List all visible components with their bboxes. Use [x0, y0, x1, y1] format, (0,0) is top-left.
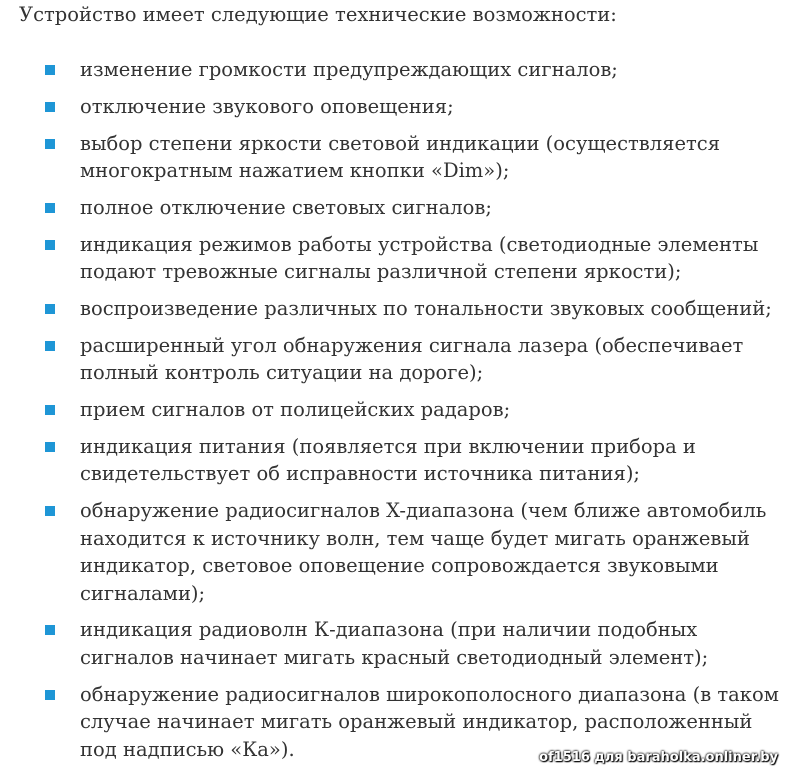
square-bullet-icon [45, 304, 55, 314]
list-item-text: изменение громкости предупреждающих сигналов; [80, 58, 618, 81]
list-item-text: выбор степени яркости световой индикации (осуществляется многократным нажатием кнопки «Dim»); [80, 131, 721, 183]
list-item [19, 130, 789, 185]
square-bullet-icon [45, 506, 55, 516]
square-bullet-icon [45, 240, 55, 250]
list-item-text: прием сигналов от полицейских радаров; [80, 398, 511, 422]
list-item [19, 56, 789, 84]
feature-list [19, 56, 789, 773]
square-bullet-icon [45, 341, 55, 351]
list-item-text: расширенный угол обнаружения сигнала лазера (обеспечивает полный контроль ситуации на дороге); [80, 333, 744, 385]
list-item [19, 497, 789, 607]
list-item-text: обнаружение радиосигналов широкополосного диапазона (в таком случае начинает мигать оранжевый индикатор, расположенный под надписью «Ка»). [80, 682, 779, 761]
list-item-text: индикация радиоволн К-диапазона (при наличии подобных сигналов начинает мигать красный светодиодный элемент); [80, 618, 709, 669]
list-item [19, 332, 789, 387]
list-item-text: индикация питания (появляется при включении прибора и свидетельствует об исправности источника питания); [80, 434, 696, 486]
square-bullet-icon [45, 102, 55, 112]
intro-text: Устройство имеет следующие технические возможности: [19, 3, 617, 26]
list-item [19, 295, 789, 323]
watermark-text: of1516 для baraholka.onliner.by [539, 750, 778, 765]
list-item-text: воспроизведение различных по тональности звуковых сообщений; [80, 296, 772, 320]
list-item-text: обнаружение радиосигналов X-диапазона (чем ближе автомобиль находится к источнику волн, тем чаще будет мигать оранжевый индикатор, световое оповещение сопровождается звуковыми сигналами); [80, 499, 767, 605]
square-bullet-icon [45, 625, 55, 635]
list-item-text: отключение звукового оповещения; [80, 94, 454, 118]
list-item [19, 433, 789, 488]
square-bullet-icon [45, 442, 55, 452]
list-item [19, 396, 789, 424]
list-item [19, 93, 789, 121]
square-bullet-icon [45, 690, 55, 700]
square-bullet-icon [45, 203, 55, 213]
square-bullet-icon [45, 139, 55, 149]
list-item [19, 194, 789, 222]
square-bullet-icon [45, 405, 55, 415]
square-bullet-icon [45, 65, 55, 75]
list-item-text: индикация режимов работы устройства (светодиодные элементы подают тревожные сигналы различной степени яркости); [80, 232, 759, 284]
list-item [19, 616, 789, 671]
list-item-text: полное отключение световых сигналов; [80, 195, 492, 219]
list-item [19, 231, 789, 286]
